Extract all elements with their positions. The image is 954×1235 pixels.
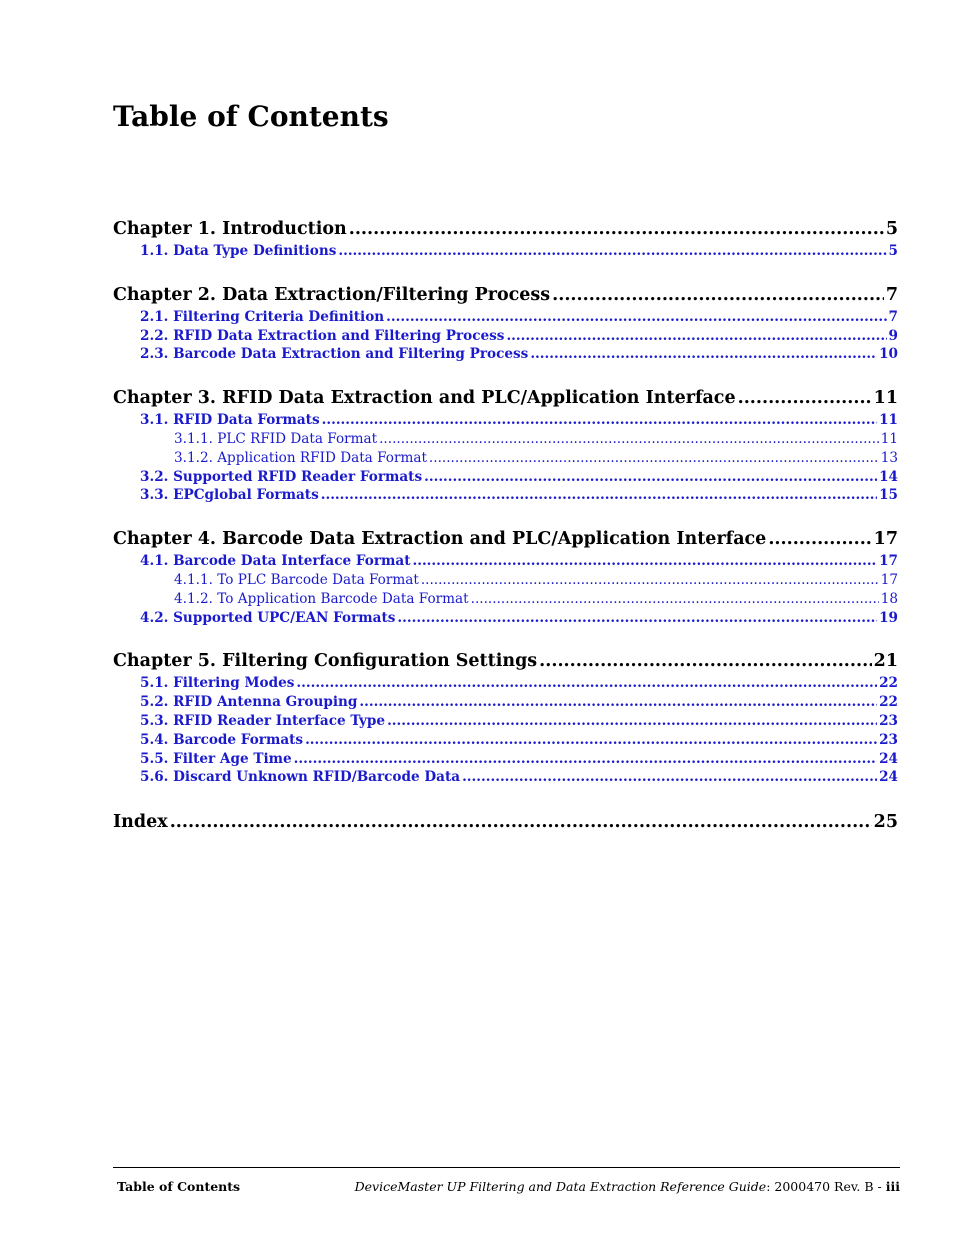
toc-entry-title: 3.1. RFID Data Formats (140, 412, 320, 429)
dot-leader (386, 308, 886, 327)
toc-chapter-1[interactable] (113, 216, 898, 242)
toc-page-number: 22 (879, 675, 898, 692)
toc-page-number: 15 (879, 487, 898, 504)
toc-entry-title: 3.3. EPCglobal Formats (140, 487, 319, 504)
toc-entry-title: 3.1.1. PLC RFID Data Format (174, 430, 378, 447)
footer-doc-number: : 2000470 Rev. B (766, 1179, 874, 1194)
toc-chapter-2[interactable] (113, 282, 898, 308)
toc-entry-title: Chapter 2. Data Extraction/Filtering Process (113, 284, 551, 305)
toc-page-number: 10 (879, 346, 898, 363)
toc-chapter-5[interactable] (113, 648, 898, 674)
toc-subsection-4-1-1[interactable] (113, 571, 898, 590)
toc-page-number: 17 (873, 529, 898, 550)
dot-leader (296, 674, 877, 693)
toc-page-number: 5 (885, 219, 898, 239)
toc-subsection-3-1-1[interactable] (113, 430, 898, 449)
toc-subsection-4-1-2[interactable] (113, 590, 898, 609)
toc-page-number: 22 (879, 694, 898, 711)
toc-entry-title: 4.2. Supported UPC/EAN Formats (140, 609, 396, 626)
toc-page-number: 23 (879, 712, 898, 729)
toc-entry-title: 5.2. RFID Antenna Grouping (140, 694, 358, 711)
toc-entry-title: 5.5. Filter Age Time (140, 750, 292, 767)
toc-section-5-5[interactable] (113, 750, 898, 769)
toc-entry-title: 5.3. RFID Reader Interface Type (140, 712, 386, 729)
toc-entry-title: Index (113, 812, 168, 833)
dot-leader (429, 449, 879, 468)
toc-section-5-1[interactable] (113, 674, 898, 693)
toc-chapter-3[interactable] (113, 385, 898, 411)
toc-chapter-4[interactable] (113, 526, 898, 552)
toc-entry-title: 5.4. Barcode Formats (140, 731, 304, 748)
dot-leader (421, 571, 879, 590)
dot-leader (471, 590, 879, 609)
toc-entry-title: 2.2. RFID Data Extraction and Filtering Process (140, 327, 505, 344)
toc-section-4-1[interactable] (113, 552, 898, 571)
footer-section-title: Table of Contents (117, 1179, 241, 1194)
table-of-contents (113, 216, 898, 835)
footer-doc-title: DeviceMaster UP Filtering and Data Extraction Reference Guide (354, 1179, 767, 1194)
toc-entry-title: Chapter 4. Barcode Data Extraction and PLC/Application Interface (113, 529, 767, 550)
dot-leader (462, 768, 877, 787)
dot-leader (294, 750, 877, 769)
toc-section-2-2[interactable] (113, 327, 898, 346)
page-title: Table of Contents (113, 100, 389, 133)
dot-leader (170, 809, 872, 835)
toc-entry-title: 3.2. Supported RFID Reader Formats (140, 468, 423, 485)
toc-section-2-1[interactable] (113, 308, 898, 327)
toc-entry-title: 1.1. Data Type Definitions (140, 243, 337, 259)
dot-leader (359, 693, 877, 712)
toc-page-number: 25 (873, 812, 898, 833)
toc-page-number: 19 (879, 609, 898, 626)
toc-page-number: 23 (879, 731, 898, 748)
toc-entry-title: 2.1. Filtering Criteria Definition (140, 308, 385, 325)
toc-entry-title: 4.1.2. To Application Barcode Data Format (174, 590, 469, 607)
footer-page-separator: - (873, 1179, 886, 1194)
dot-leader (530, 345, 877, 364)
dot-leader (412, 552, 877, 571)
toc-section-5-2[interactable] (113, 693, 898, 712)
dot-leader (397, 609, 877, 628)
dot-leader (539, 648, 871, 674)
toc-page-number: 9 (888, 327, 898, 344)
footer-divider (113, 1167, 900, 1168)
toc-entry-title: Chapter 1. Introduction (113, 219, 347, 239)
toc-page-number: 24 (879, 750, 898, 767)
toc-subsection-3-1-2[interactable] (113, 449, 898, 468)
toc-page-number: 17 (880, 571, 898, 588)
toc-page-number: 24 (879, 769, 898, 786)
toc-page-number: 11 (880, 430, 898, 447)
toc-entry-title: 4.1. Barcode Data Interface Format (140, 553, 411, 570)
toc-section-3-1[interactable] (113, 411, 898, 430)
toc-entry-title: 4.1.1. To PLC Barcode Data Format (174, 571, 419, 588)
toc-page-number: 5 (888, 243, 898, 259)
dot-leader (506, 327, 886, 346)
toc-page-number: 18 (880, 590, 898, 607)
toc-entry-title: Chapter 5. Filtering Configuration Settings (113, 651, 538, 672)
footer-doc-reference (355, 1179, 900, 1194)
toc-section-5-3[interactable] (113, 712, 898, 731)
toc-section-2-3[interactable] (113, 345, 898, 364)
toc-section-3-3[interactable] (113, 486, 898, 505)
toc-section-5-4[interactable] (113, 731, 898, 750)
dot-leader (338, 242, 886, 261)
toc-page-number: 13 (880, 449, 898, 466)
toc-page-number: 14 (879, 468, 898, 485)
toc-page-number: 21 (873, 651, 898, 672)
dot-leader (305, 731, 877, 750)
toc-entry-title: 5.6. Discard Unknown RFID/Barcode Data (140, 769, 461, 786)
toc-entry-title: 5.1. Filtering Modes (140, 675, 295, 692)
toc-section-5-6[interactable] (113, 768, 898, 787)
toc-page-number: 17 (879, 553, 898, 570)
dot-leader (552, 282, 884, 308)
dot-leader (387, 712, 877, 731)
toc-page-number: 7 (888, 308, 898, 325)
toc-page-number: 11 (879, 412, 898, 429)
toc-section-4-2[interactable] (113, 609, 898, 628)
dot-leader (738, 385, 872, 411)
dot-leader (349, 216, 884, 242)
dot-leader (321, 486, 877, 505)
dot-leader (379, 430, 879, 449)
dot-leader (322, 411, 877, 430)
dot-leader (768, 526, 871, 552)
toc-entry-title: Chapter 3. RFID Data Extraction and PLC/Application Interface (113, 388, 736, 409)
toc-index[interactable] (113, 809, 898, 835)
toc-section-1-1[interactable] (113, 242, 898, 261)
dot-leader (424, 468, 877, 487)
toc-section-3-2[interactable] (113, 468, 898, 487)
toc-page-number: 7 (885, 284, 898, 305)
toc-page-number: 11 (873, 388, 898, 409)
toc-entry-title: 3.1.2. Application RFID Data Format (174, 449, 427, 466)
toc-entry-title: 2.3. Barcode Data Extraction and Filtering Process (140, 346, 529, 363)
footer-page-number: iii (885, 1179, 900, 1194)
